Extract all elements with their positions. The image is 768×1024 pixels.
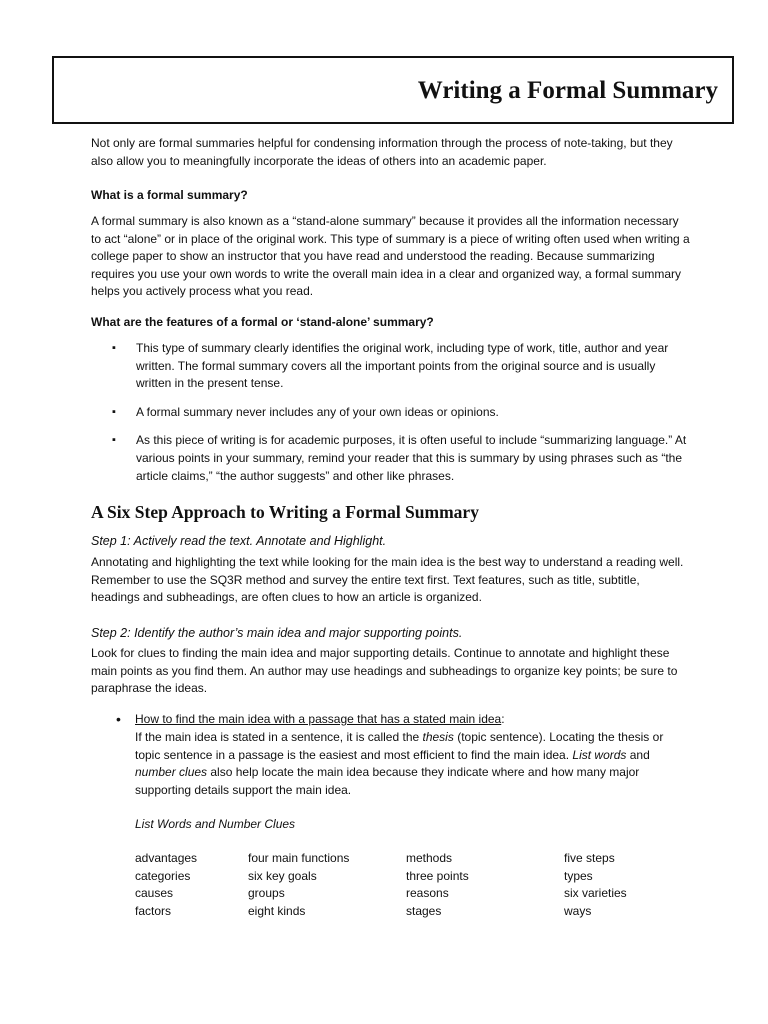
text-part: and	[626, 747, 650, 762]
text-part: also help locate the main idea because they indicate where and how many major supporting details support the main idea.	[135, 765, 640, 797]
list-item: categories	[135, 868, 191, 883]
list-item: ways	[564, 903, 592, 918]
step-1-title: Step 1: Actively read the text. Annotate and Highlight.	[91, 534, 387, 548]
section-heading: A Six Step Approach to Writing a Formal Summary	[91, 502, 479, 522]
word-column-3	[406, 850, 469, 920]
list-item: six varieties	[564, 886, 627, 901]
list-item: four main functions	[248, 851, 350, 865]
word-column-4	[564, 850, 627, 920]
features-question: What are the features of a formal or ‘stand-alone’ summary?	[91, 315, 434, 329]
bullet-dot: •	[116, 711, 121, 727]
page-title: Writing a Formal Summary	[417, 77, 718, 104]
stated-main-idea-heading	[135, 711, 505, 729]
number-clues-term: number clues	[135, 765, 208, 780]
title-box	[52, 56, 734, 124]
step-1-body: Annotating and highlighting the text while looking for the main idea is the best way to understand a reading well. Remember to use the SQ3R method and survey the entire text first. Text features, such as title, subtitle, headings and subheadings, are often clues to how an article is organized.	[91, 555, 684, 605]
features-list	[112, 340, 692, 496]
list-item: ▪ A formal summary never includes any of your own ideas or opinions.	[112, 404, 692, 422]
intro-paragraph: Not only are formal summaries helpful for condensing information through the process of note-taking, but they also allow you to meaningfully incorporate the ideas of others into an academic paper.	[91, 136, 673, 168]
stated-main-idea-text	[135, 729, 690, 799]
list-item: reasons	[406, 886, 449, 901]
thesis-term: thesis	[422, 730, 454, 744]
text-part: (topic sentence). Locating the thesis or topic sentence in a passage is the easiest and most efficient to find the main idea.	[135, 730, 664, 762]
word-list-heading: List Words and Number Clues	[135, 817, 296, 831]
list-item: eight kinds	[248, 903, 306, 918]
list-item: three points	[406, 868, 469, 883]
list-item: groups	[248, 886, 285, 901]
stated-main-idea-heading-text: How to find the main idea with a passage that has a stated main idea	[135, 712, 502, 726]
word-column-2	[248, 850, 349, 920]
text-part: If the main idea is stated in a sentence, it is called the	[135, 730, 423, 744]
list-item: methods	[406, 851, 453, 865]
word-column-1	[135, 850, 197, 920]
list-item: advantages	[135, 851, 198, 865]
formal-summary-definition: A formal summary is also known as a “stand-alone summary” because it provides all the information necessary to act “alone” or in place of the original work. This type of summary is a piece of writing often used when writing a college paper to show an instructor that you have read and understood the reading. Because summarizing requires you use your own words to write the overall main idea in a clear and organized way, a formal summary helps you actively process what you read.	[91, 214, 690, 299]
step-2-body: Look for clues to finding the main idea and major supporting details. Continue to annotate and highlight these main points as you find them. An author may use headings and subheadings to organize key points; be sure to paraphrase the ideas.	[91, 646, 678, 696]
list-item: types	[564, 868, 593, 883]
formal-summary-question: What is a formal summary?	[91, 188, 248, 202]
list-item: factors	[135, 903, 172, 918]
list-item: ▪ As this piece of writing is for academic purposes, it is often useful to include “summarizing language.” At various points in your summary, remind your reader that this is summary by using phrases such as “the article claims,” “the author suggests” and other like phrases.	[112, 432, 692, 485]
list-words-term: List words	[572, 747, 627, 762]
list-item: ▪ This type of summary clearly identifies the original work, including type of work, title, author and year written. The formal summary covers all the important points from the original source and is usually written in the present tense.	[112, 340, 692, 393]
list-item: five steps	[564, 851, 615, 865]
list-item: stages	[406, 903, 442, 918]
step-2-title: Step 2: Identify the author’s main idea and major supporting points.	[91, 626, 463, 640]
list-item: causes	[135, 886, 174, 901]
heading-colon: :	[501, 712, 505, 726]
list-item: six key goals	[248, 868, 317, 883]
